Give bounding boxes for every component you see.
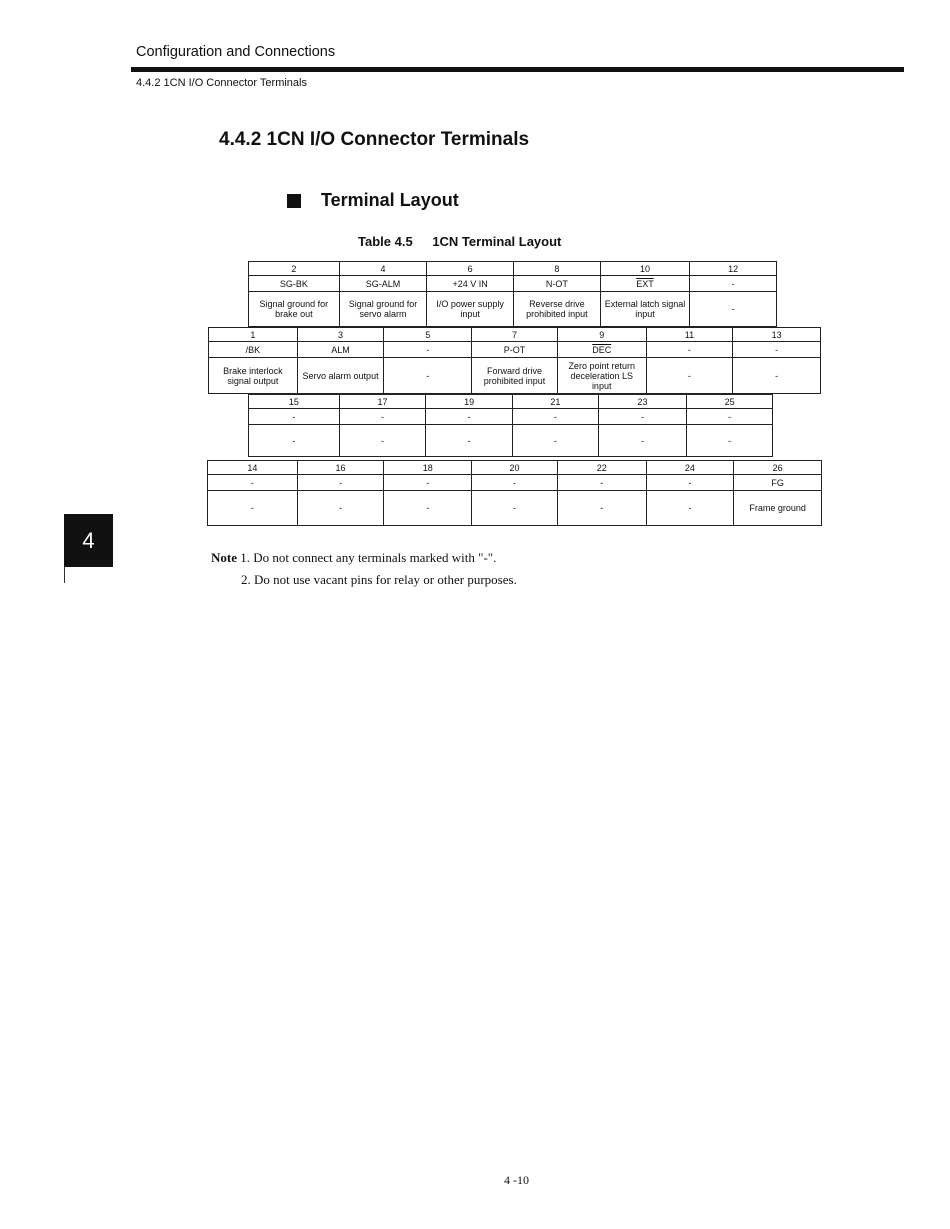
signal-description: - <box>775 370 779 381</box>
signal-description: - <box>426 503 430 513</box>
pin-number: 2 <box>249 262 339 276</box>
note-2 <box>241 572 517 588</box>
signal-name: P-OT <box>472 342 557 358</box>
signal-description: - <box>292 435 296 446</box>
signal-description: - <box>728 435 732 446</box>
table-caption-number: Table 4.5 <box>358 234 413 249</box>
table-row <box>248 261 777 327</box>
signal-name: /BK <box>209 342 297 358</box>
signal-name: - <box>384 342 471 358</box>
terminal-cell-6 <box>426 262 513 326</box>
pin-number: 17 <box>340 395 426 409</box>
signal-name: - <box>690 276 776 292</box>
signal-description: Signal ground for brake out <box>259 299 329 319</box>
table-caption <box>358 234 561 249</box>
signal-description: - <box>731 304 735 314</box>
signal-description: External latch signal input <box>604 299 686 319</box>
signal-name: FG <box>734 475 821 491</box>
signal-name: - <box>472 475 557 491</box>
signal-description: - <box>250 503 254 513</box>
signal-name: - <box>249 409 339 425</box>
signal-name: $\overline{DEC}$ <box>558 342 646 358</box>
terminal-cell-3 <box>297 328 384 393</box>
pin-number: 18 <box>384 461 471 475</box>
signal-name: N-OT <box>514 276 600 292</box>
signal-name: $\overline{EXT}$ <box>601 276 690 292</box>
signal-description: - <box>467 435 471 446</box>
signal-description: I/O power supply input <box>436 299 504 319</box>
signal-name: - <box>513 409 598 425</box>
signal-name: - <box>599 409 687 425</box>
signal-description: - <box>687 370 691 381</box>
terminal-cell-19 <box>425 395 512 456</box>
pin-number: 4 <box>340 262 427 276</box>
note-1 <box>211 550 496 566</box>
pin-number: 19 <box>426 395 512 409</box>
signal-name: ALM <box>298 342 384 358</box>
terminal-cell-23 <box>598 395 687 456</box>
pin-number: 14 <box>208 461 297 475</box>
terminal-cell-21 <box>512 395 598 456</box>
terminal-cell-13 <box>732 328 820 393</box>
header-title: Configuration and Connections <box>136 44 336 60</box>
table-row <box>248 394 773 457</box>
pin-number: 26 <box>734 461 821 475</box>
signal-description: - <box>380 435 384 446</box>
signal-description: Reverse drive prohibited input <box>526 299 588 319</box>
pin-number: 25 <box>687 395 772 409</box>
signal-name: - <box>426 409 512 425</box>
pin-number: 21 <box>513 395 598 409</box>
terminal-cell-24 <box>646 461 734 525</box>
header-subtitle: 4.4.2 1CN I/O Connector Terminals <box>136 77 307 89</box>
signal-name: - <box>558 475 646 491</box>
pin-number: 22 <box>558 461 646 475</box>
note-label: Note <box>211 550 237 565</box>
signal-name: - <box>647 342 733 358</box>
signal-name: SG-ALM <box>340 276 427 292</box>
terminal-cell-1 <box>209 328 297 393</box>
terminal-cell-14 <box>208 461 297 525</box>
pin-number: 24 <box>647 461 734 475</box>
page-number: 4 -10 <box>504 1173 529 1187</box>
signal-name: - <box>298 475 384 491</box>
pin-number: 20 <box>472 461 557 475</box>
pin-number: 8 <box>514 262 600 276</box>
pin-number: 6 <box>427 262 513 276</box>
signal-description: Forward drive prohibited input <box>483 365 546 386</box>
subsection-title: Terminal Layout <box>321 190 459 210</box>
terminal-cell-11 <box>646 328 733 393</box>
terminal-cell-22 <box>557 461 646 525</box>
pin-number: 15 <box>249 395 339 409</box>
note-text: 1. Do not connect any terminals marked with "-". <box>240 550 497 565</box>
signal-description: Zero point return deceleration LS input <box>568 360 635 391</box>
signal-description: - <box>641 435 644 446</box>
signal-description: Servo alarm output <box>302 370 379 381</box>
terminal-cell-18 <box>383 461 471 525</box>
table-row <box>208 327 821 394</box>
signal-description: Signal ground for servo alarm <box>348 299 418 319</box>
signal-description: Brake interlock signal output <box>223 365 283 386</box>
terminal-cell-5 <box>383 328 471 393</box>
signal-name: +24 V IN <box>427 276 513 292</box>
signal-name: - <box>340 409 426 425</box>
pin-number: 11 <box>647 328 733 342</box>
terminal-cell-15 <box>249 395 339 456</box>
pin-number: 7 <box>472 328 557 342</box>
terminal-cell-8 <box>513 262 600 326</box>
table-row <box>207 460 822 526</box>
terminal-cell-2 <box>249 262 339 326</box>
pin-number: 12 <box>690 262 776 276</box>
terminal-cell-26 <box>733 461 821 525</box>
terminal-cell-10 <box>600 262 690 326</box>
signal-description: - <box>513 503 516 513</box>
signal-description: - <box>553 435 557 446</box>
pin-number: 3 <box>298 328 384 342</box>
note-text: 2. Do not use vacant pins for relay or other purposes. <box>241 572 517 587</box>
signal-name: - <box>733 342 820 358</box>
pin-number: 10 <box>601 262 690 276</box>
pin-number: 5 <box>384 328 471 342</box>
signal-name: SG-BK <box>249 276 339 292</box>
square-bullet-icon <box>287 194 301 208</box>
pin-number: 13 <box>733 328 820 342</box>
table-caption-title: 1CN Terminal Layout <box>432 234 562 249</box>
terminal-cell-25 <box>686 395 772 456</box>
signal-name: - <box>384 475 471 491</box>
signal-name: - <box>687 409 772 425</box>
signal-name: - <box>647 475 734 491</box>
terminal-cell-4 <box>339 262 427 326</box>
signal-description: - <box>688 503 692 513</box>
terminal-cell-20 <box>471 461 557 525</box>
pin-number: 1 <box>209 328 297 342</box>
terminal-cell-12 <box>689 262 776 326</box>
section-title: 4.4.2 1CN I/O Connector Terminals <box>219 129 530 150</box>
terminal-cell-7 <box>471 328 557 393</box>
chapter-tab: 4 <box>64 514 113 567</box>
pin-number: 16 <box>298 461 384 475</box>
terminal-cell-17 <box>339 395 426 456</box>
signal-name: - <box>208 475 297 491</box>
chapter-tab-line <box>64 567 65 583</box>
pin-number: 9 <box>558 328 646 342</box>
header-rule <box>131 67 904 72</box>
signal-description: - <box>426 370 430 381</box>
pin-number: 23 <box>599 395 687 409</box>
signal-description: - <box>339 503 343 513</box>
terminal-cell-16 <box>297 461 384 525</box>
signal-description: Frame ground <box>749 503 806 513</box>
terminal-cell-9 <box>557 328 646 393</box>
signal-description: - <box>600 503 604 513</box>
